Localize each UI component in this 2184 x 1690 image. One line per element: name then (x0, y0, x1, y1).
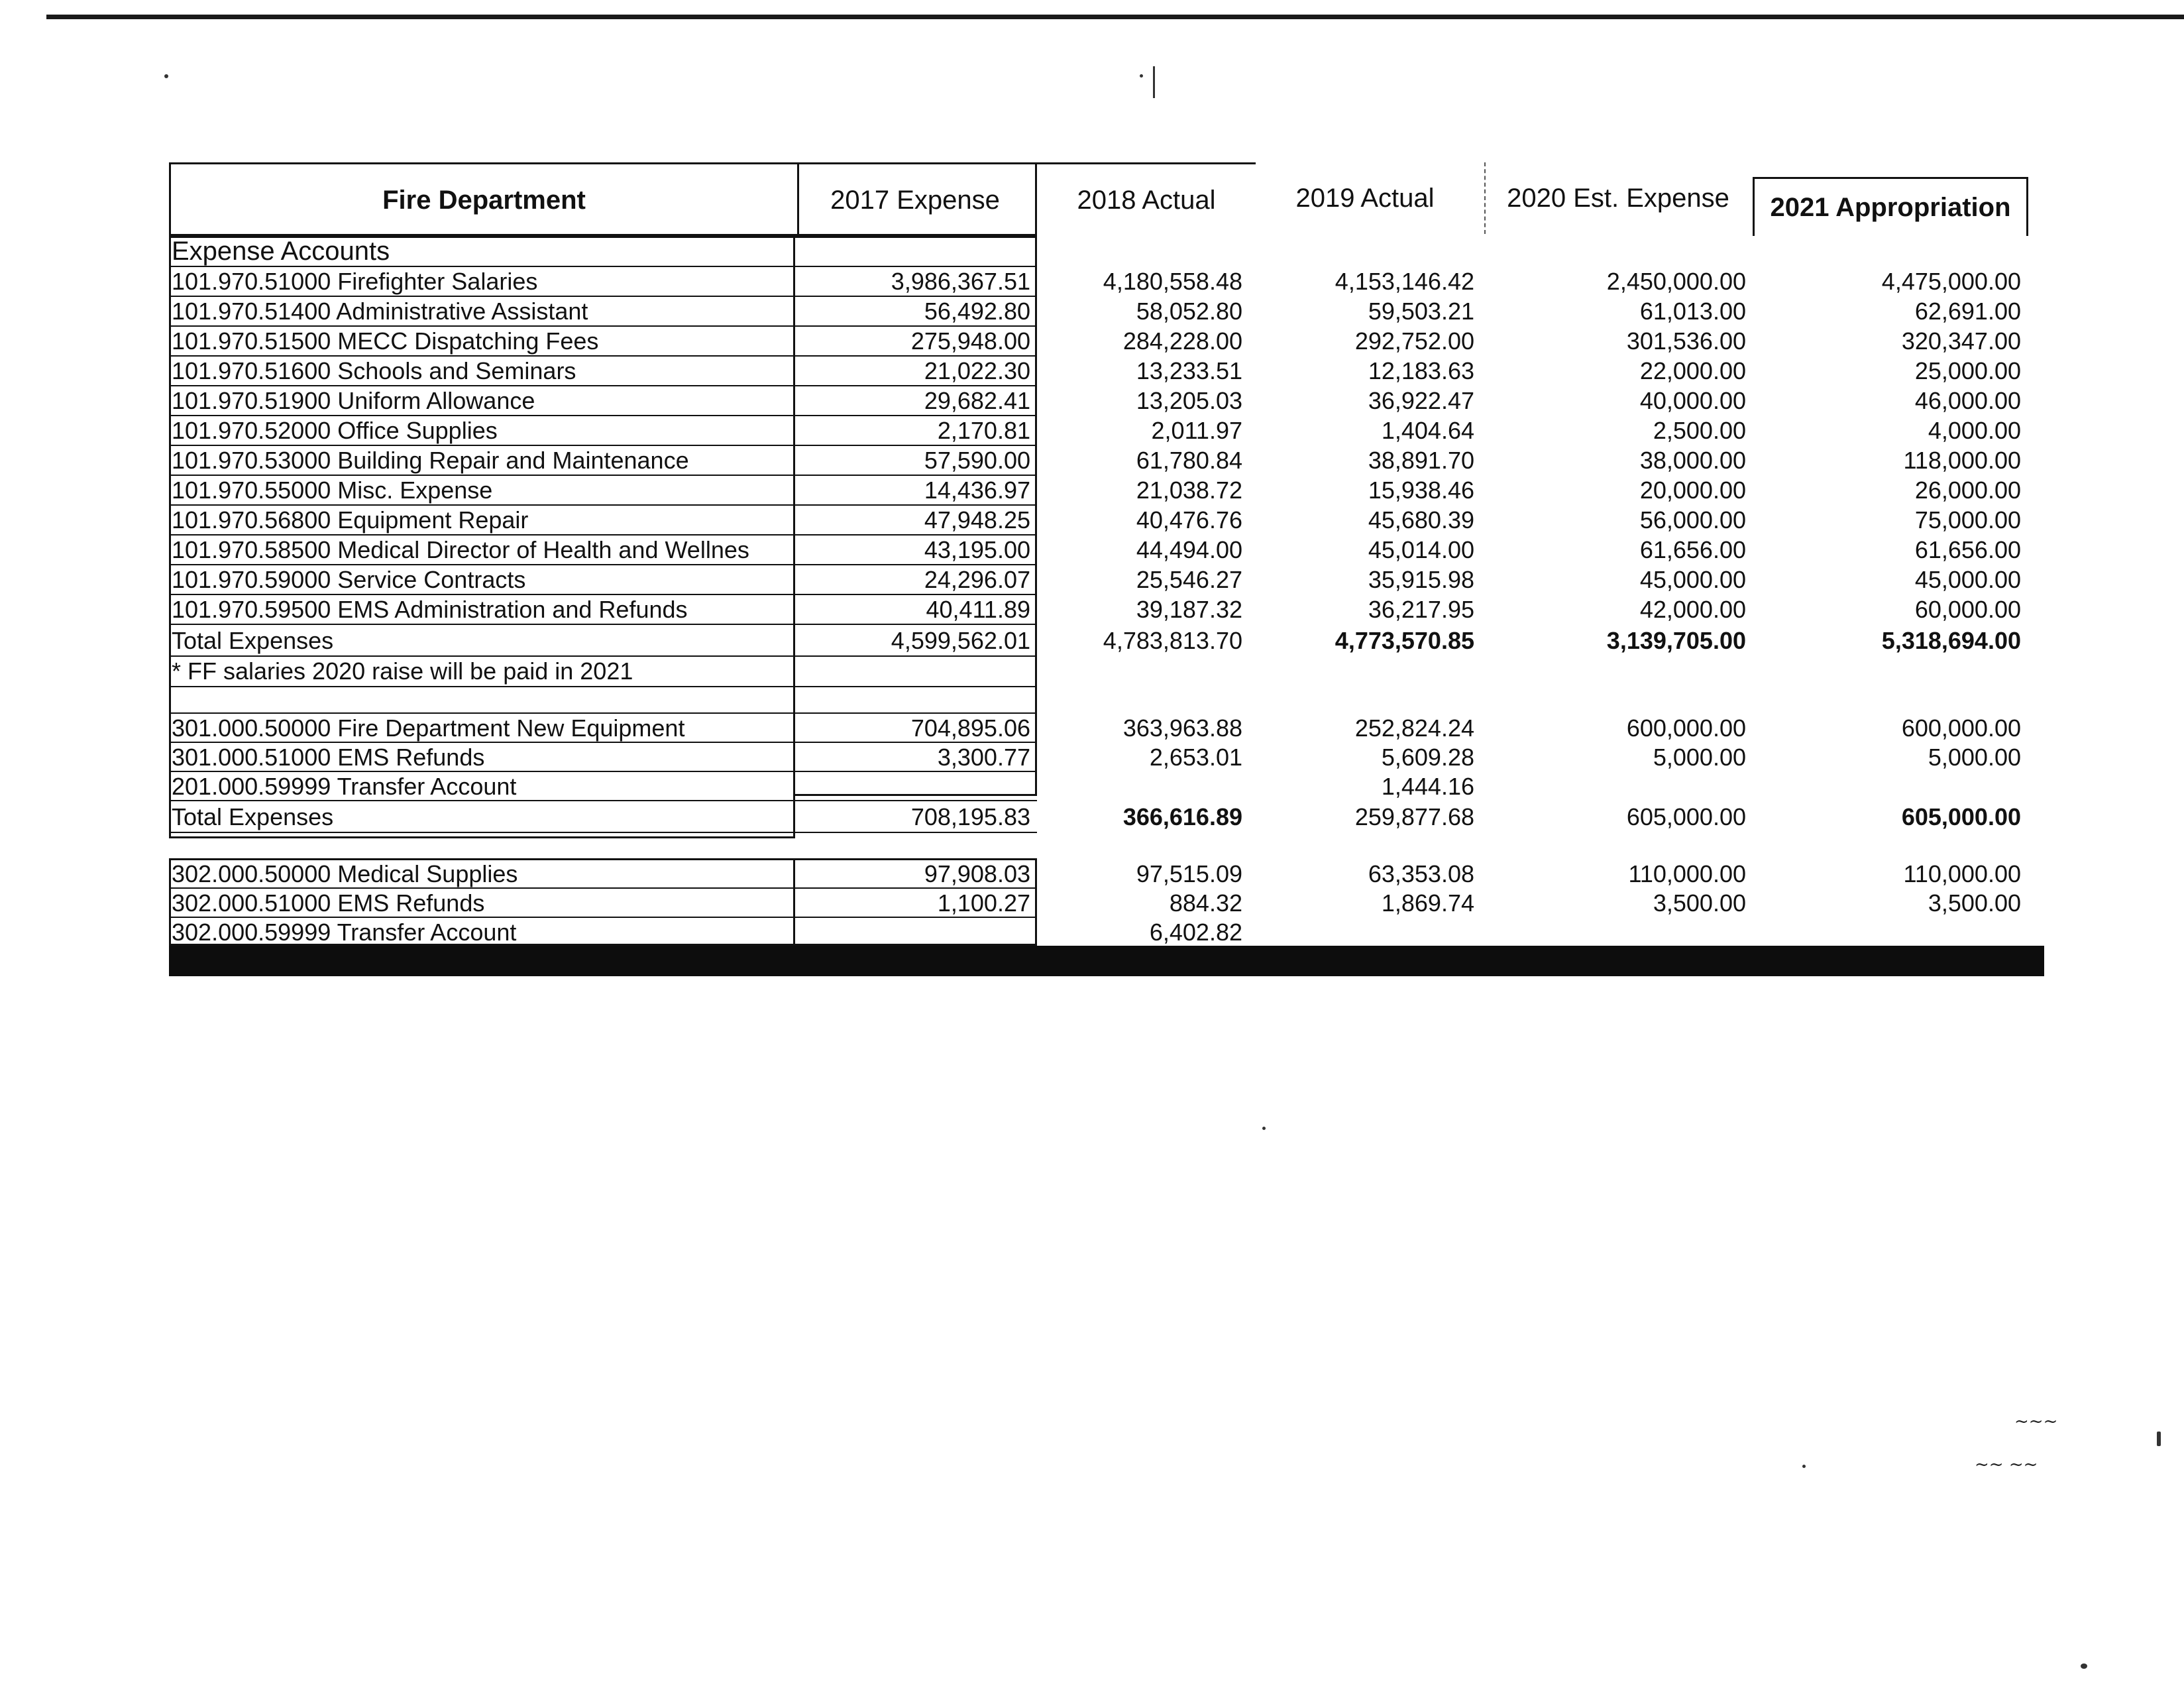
table-row (169, 860, 2044, 889)
account-name: 101.970.55000 Misc. Expense (172, 477, 493, 504)
total-2020: 3,139,705.00 (1606, 627, 1746, 654)
value-2021: 118,000.00 (1903, 447, 2021, 474)
scan-speck (1262, 1127, 1266, 1130)
header-2019: 2019 Actual (1295, 183, 1435, 213)
header-department: Fire Department (169, 162, 799, 238)
account-name: 101.970.59000 Service Contracts (172, 566, 526, 593)
account-name: 302.000.59999 Transfer Account (172, 919, 517, 946)
value-2020: 38,000.00 (1639, 447, 1746, 474)
total-2017: 708,195.83 (910, 803, 1030, 830)
value-2017: 14,436.97 (924, 477, 1030, 504)
value-2021: 62,691.00 (1914, 298, 2021, 325)
value-2020: 110,000.00 (1628, 860, 1746, 887)
account-name: 301.000.51000 EMS Refunds (172, 744, 485, 771)
scan-speck (2157, 1432, 2161, 1446)
value-2018: 21,038.72 (1136, 477, 1242, 504)
value-2020 (1488, 918, 1746, 947)
value-2017: 29,682.41 (924, 387, 1030, 414)
value-2017: 24,296.07 (924, 566, 1030, 593)
value-2018: 2,653.01 (1149, 744, 1242, 771)
general-total-row (169, 626, 2044, 655)
value-2017: 2,170.81 (937, 417, 1030, 444)
value-2017: 47,948.25 (924, 506, 1030, 534)
value-2019: 1,404.64 (1381, 417, 1474, 444)
page-top-rule (46, 15, 2184, 19)
value-2021: 45,000.00 (1914, 566, 2021, 593)
total-2018: 4,783,813.70 (1103, 627, 1242, 654)
value-2018: 6,402.82 (1149, 919, 1242, 946)
value-2018: 97,515.09 (1136, 860, 1242, 887)
value-2018: 58,052.80 (1136, 298, 1242, 325)
value-2019: 1,869.74 (1381, 889, 1474, 917)
header-2018: 2018 Actual (1037, 162, 1256, 236)
value-2021: 3,500.00 (1928, 889, 2021, 917)
value-2017: 1,100.27 (937, 889, 1030, 917)
value-2017 (795, 772, 1030, 801)
total-label: Total Expenses (172, 627, 334, 654)
value-2019: 35,915.98 (1368, 566, 1474, 593)
value-2018: 284,228.00 (1122, 327, 1242, 355)
divider (169, 686, 1037, 687)
value-2020: 22,000.00 (1639, 357, 1746, 384)
value-2017 (795, 918, 1030, 947)
value-2018: 363,963.88 (1122, 714, 1242, 742)
value-2021: 110,000.00 (1903, 860, 2021, 887)
value-2018: 13,233.51 (1136, 357, 1242, 384)
value-2019: 292,752.00 (1354, 327, 1474, 355)
account-name: 101.970.51400 Administrative Assistant (172, 298, 588, 325)
value-2020: 3,500.00 (1653, 889, 1746, 917)
account-name: 302.000.50000 Medical Supplies (172, 860, 518, 887)
table-row (169, 743, 2044, 772)
divider (169, 832, 1037, 833)
table-row (169, 506, 2044, 535)
value-2020: 56,000.00 (1639, 506, 1746, 534)
value-2019: 5,609.28 (1381, 744, 1474, 771)
value-2020: 5,000.00 (1653, 744, 1746, 771)
value-2018: 13,205.03 (1136, 387, 1242, 414)
value-2019: 1,444.16 (1381, 773, 1474, 800)
divider (169, 624, 1037, 625)
scan-speck (1153, 66, 1155, 98)
value-2019 (1256, 918, 1474, 947)
value-2018: 44,494.00 (1136, 536, 1242, 563)
value-2021: 26,000.00 (1914, 477, 2021, 504)
value-2017: 275,948.00 (910, 327, 1030, 355)
value-2017: 3,300.77 (937, 744, 1030, 771)
value-2020: 2,500.00 (1653, 417, 1746, 444)
section-label: Expense Accounts (172, 237, 390, 266)
note-row (169, 657, 2044, 686)
total-2017: 4,599,562.01 (891, 627, 1030, 654)
value-2018: 884.32 (1169, 889, 1242, 917)
table-row (169, 446, 2044, 475)
table-row (169, 565, 2044, 594)
value-2018: 61,780.84 (1136, 447, 1242, 474)
total-label: Total Expenses (172, 803, 334, 830)
table-row (169, 386, 2044, 416)
value-2021: 75,000.00 (1914, 506, 2021, 534)
account-name: 101.970.51500 MECC Dispatching Fees (172, 327, 599, 355)
value-2019: 59,503.21 (1368, 298, 1474, 325)
fund-301-total-row (169, 803, 2044, 832)
value-2019: 45,014.00 (1368, 536, 1474, 563)
value-2020: 600,000.00 (1626, 714, 1746, 742)
divider (169, 800, 1037, 801)
account-name: 101.970.59500 EMS Administration and Refunds (172, 596, 688, 623)
value-2018: 4,180,558.48 (1103, 268, 1242, 295)
value-2020: 40,000.00 (1639, 387, 1746, 414)
total-2019: 4,773,570.85 (1335, 627, 1474, 654)
value-2021: 61,656.00 (1914, 536, 2021, 563)
total-2019: 259,877.68 (1354, 803, 1474, 830)
account-name: 101.970.56800 Equipment Repair (172, 506, 529, 534)
value-2019: 252,824.24 (1354, 714, 1474, 742)
table-row (169, 595, 2044, 624)
table-row (169, 357, 2044, 386)
value-2017: 57,590.00 (924, 447, 1030, 474)
table-row (169, 267, 2044, 296)
value-2017: 43,195.00 (924, 536, 1030, 563)
value-2020: 301,536.00 (1626, 327, 1746, 355)
value-2021: 46,000.00 (1914, 387, 2021, 414)
table-row (169, 535, 2044, 565)
total-2021: 5,318,694.00 (1881, 627, 2021, 654)
scan-speck (1140, 74, 1143, 78)
value-2019: 45,680.39 (1368, 506, 1474, 534)
account-name: 302.000.51000 EMS Refunds (172, 889, 485, 917)
scan-redacted-total-bar (169, 946, 2044, 976)
value-2019: 63,353.08 (1368, 860, 1474, 887)
value-2020: 42,000.00 (1639, 596, 1746, 623)
value-2019: 36,922.47 (1368, 387, 1474, 414)
header-2020: 2020 Est. Expense (1484, 162, 1751, 234)
value-2021: 320,347.00 (1901, 327, 2021, 355)
table-row (169, 714, 2044, 743)
value-2019: 38,891.70 (1368, 447, 1474, 474)
value-2019: 15,938.46 (1368, 477, 1474, 504)
value-2017: 21,022.30 (924, 357, 1030, 384)
value-2020: 2,450,000.00 (1606, 268, 1746, 295)
value-2017: 97,908.03 (924, 860, 1030, 887)
value-2020: 20,000.00 (1639, 477, 1746, 504)
value-2018: 2,011.97 (1151, 417, 1242, 444)
table-row (169, 297, 2044, 326)
value-2017: 56,492.80 (924, 298, 1030, 325)
account-name: 101.970.58500 Medical Director of Health and Wellnes (172, 536, 749, 563)
scan-speck (164, 74, 168, 78)
total-2020: 605,000.00 (1626, 803, 1746, 830)
handwritten-initials: ~~~ (2014, 1412, 2058, 1432)
account-name: 101.970.52000 Office Supplies (172, 417, 498, 444)
value-2021: 25,000.00 (1914, 357, 2021, 384)
value-2021: 4,475,000.00 (1881, 268, 2021, 295)
account-name: 101.970.53000 Building Repair and Maintenance (172, 447, 689, 474)
value-2018: 39,187.32 (1136, 596, 1242, 623)
value-2019: 4,153,146.42 (1335, 268, 1474, 295)
value-2021: 5,000.00 (1928, 744, 2021, 771)
account-name: 201.000.59999 Transfer Account (172, 773, 517, 800)
header-2021: 2021 Appropriation (1753, 177, 2028, 236)
value-2021 (1753, 918, 2021, 947)
value-2018 (1037, 772, 1242, 801)
value-2020: 61,656.00 (1639, 536, 1746, 563)
value-2020: 45,000.00 (1639, 566, 1746, 593)
table-row (169, 918, 2044, 947)
value-2017: 3,986,367.51 (891, 268, 1030, 295)
value-2021: 600,000.00 (1901, 714, 2021, 742)
value-2021: 4,000.00 (1928, 417, 2021, 444)
value-2018: 40,476.76 (1136, 506, 1242, 534)
header-2017: 2017 Expense (795, 162, 1037, 238)
total-2021: 605,000.00 (1901, 803, 2021, 830)
value-2020: 61,013.00 (1639, 298, 1746, 325)
table-row (169, 416, 2044, 445)
scan-speck (1802, 1465, 1806, 1468)
account-name: 101.970.51600 Schools and Seminars (172, 357, 576, 384)
scan-speck (2081, 1663, 2087, 1669)
salary-note: * FF salaries 2020 raise will be paid in 2021 (172, 657, 633, 685)
value-2021: 60,000.00 (1914, 596, 2021, 623)
value-2019: 12,183.63 (1368, 357, 1474, 384)
account-name: 101.970.51000 Firefighter Salaries (172, 268, 538, 295)
total-2018: 366,616.89 (1122, 803, 1242, 830)
account-name: 101.970.51900 Uniform Allowance (172, 387, 535, 414)
value-2017: 40,411.89 (926, 596, 1030, 623)
handwritten-initials: ~~ ~~ (1975, 1455, 2038, 1475)
account-name: 301.000.50000 Fire Department New Equipment (172, 714, 685, 742)
value-2020 (1488, 772, 1746, 801)
value-2019: 36,217.95 (1368, 596, 1474, 623)
value-2018: 25,546.27 (1136, 566, 1242, 593)
table-row (169, 327, 2044, 356)
table-row (169, 476, 2044, 505)
value-2021 (1753, 772, 2021, 801)
table-row (169, 889, 2044, 918)
table-row (169, 772, 2044, 801)
value-2017: 704,895.06 (910, 714, 1030, 742)
